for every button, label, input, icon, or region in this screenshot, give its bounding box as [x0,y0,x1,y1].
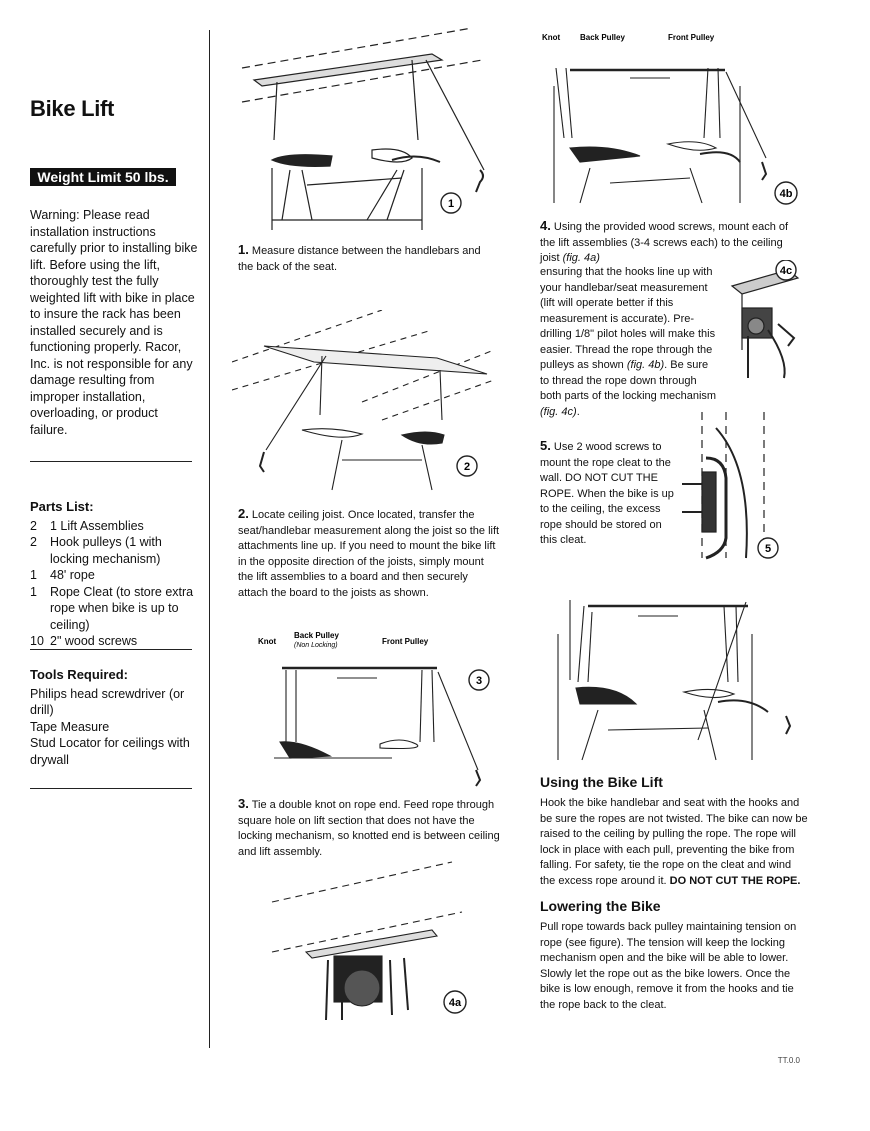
step-text: Tie a double knot on rope end. Feed rope through square hole on lift section that does not have the locking mechanism, so knotted end is between ceiling and lift assembly. [238,799,500,858]
qty: 1 [30,584,37,599]
step-end: . [576,405,580,418]
step-text: Using the provided wood screws, mount each of the lift assemblies (3-4 screws each) to the ceiling joist [540,221,789,264]
front-pulley-label: Front Pulley [668,33,715,42]
figure-ref: (fig. 4a) [562,252,600,264]
figure-2-board [232,310,494,495]
figure-2-label: 2 [463,461,471,473]
list-item: Stud Locator for ceilings with drywall [30,736,190,767]
column-divider [209,30,210,1048]
using-emphasis: DO NOT CUT THE ROPE. [669,874,801,887]
step-4-body [540,265,720,420]
figure-1-label: 1 [447,198,455,210]
back-pulley-label: Back Pulley [580,33,625,42]
figure-4a-label: 4a [448,997,462,1009]
list-item [30,518,200,535]
figure-3-rope [252,630,497,792]
figure-5-label: 5 [764,543,772,555]
non-locking-label: (Non Locking) [294,642,338,649]
divider [30,461,192,462]
step-number: 5. [540,438,551,453]
using-text [540,796,808,889]
divider [30,649,192,650]
front-pulley-label: Front Pulley [382,637,429,646]
weight-limit-banner: Weight Limit 50 lbs. [30,168,176,186]
figure-4b-threading [540,28,802,208]
knot-label: Knot [542,33,561,42]
step-2 [238,506,500,601]
list-item: Philips head screwdriver (or drill) [30,686,185,717]
part-text: 2" wood screws [50,634,138,648]
step-3 [238,796,500,860]
parts-heading: Parts List: [30,499,94,514]
figure-4a-mount [262,860,477,1030]
knot-label: Knot [258,637,277,646]
back-pulley-label: Back Pulley [294,631,339,640]
step-number: 2. [238,506,249,521]
step-text: . Be sure to thread the rope down through both parts of the locking mechanism [540,359,717,402]
qty: 10 [30,634,44,648]
figure-ref: (fig. 4b) [626,359,665,371]
qty: 2 [30,518,37,533]
step-5 [540,438,676,549]
figure-lowering [548,590,798,765]
part-text: 1 Lift Assemblies [50,518,144,533]
step-1 [238,242,496,275]
page-footer-code: TT.0.0 [777,1056,800,1065]
step-text: Locate ceiling joist. Once located, transfer the seat/handlebar measurement along the joist so the lift attachments line up. If you need to mount the bike lift in the opposite direction of the joists, simply mount the lift assemblies to a board and then securely attach the board to the joists as shown. [238,509,500,599]
parts-list [30,499,200,650]
divider [30,788,192,789]
using-body: Hook the bike handlebar and seat with the hooks and be sure the ropes are not twisted. The bike can now be raised to the ceiling by pulling the rope. The rope will lock in place with each pull, preventing the bike from falling. For safety, tie the rope on the cleat and wind the excess rope around it. [540,797,808,887]
step-text: Use 2 wood screws to mount the rope cleat to the wall. DO NOT CUT THE ROPE. When the bike is up to the ceiling, the excess rope should be stored on this cleat. [540,441,674,546]
list-item [30,567,200,584]
list-item [30,633,200,650]
qty: 1 [30,568,37,582]
part-text: Rope Cleat (to store extra rope when bike is up to ceiling) [50,584,194,632]
part-text: 48' rope [50,568,95,582]
qty: 2 [30,535,37,549]
lowering-text: Pull rope towards back pulley maintaining tension on rope (see figure). The tension will keep the locking mechanism open and the bike will be able to lower. Slowly let the rope out as the bike lowers. Once the bike is low enough, remove it from the hooks and tie the rope back to the cleat. [540,921,797,1011]
tools-list [30,667,198,768]
figure-4c-label: 4c [779,265,793,277]
figure-1-measure [232,20,492,240]
figure-4b-label: 4b [779,188,793,200]
step-number: 4. [540,218,551,233]
step-text: Measure distance between the handlebars and the back of the seat. [238,245,481,273]
figure-5-cleat [676,408,794,568]
list-item [30,584,200,634]
part-text: Hook pulleys (1 with locking mechanism) [50,535,162,566]
step-number: 3. [238,796,249,811]
figure-ref: (fig. 4c) [540,405,577,418]
warning-text: Warning: Please read installation instructions carefully prior to installing bike lift. Before using the lift, thoroughly test the fully weighted lift with bike in place to insure the rack has been installed securely and is functioning properly. Racor, Inc. is not responsible for any damage resulting from improper installation, overloading, or product failure. [30,208,198,437]
page-title: Bike Lift [30,96,115,121]
figure-3-label: 3 [475,675,483,687]
step-text: ensuring that the hooks line up with your handlebar/seat measurement (lift will operate better if this measurement is accurate). Pre-drilling 1/8" pilot holes will make this easier. Thread the rope through the pulleys as shown [540,266,716,371]
list-item [30,534,200,567]
lowering-heading: Lowering the Bike [540,898,661,914]
tools-heading: Tools Required: [30,667,128,682]
using-heading: Using the Bike Lift [540,774,663,790]
list-item: Tape Measure [30,719,110,734]
figure-4c-lock [728,260,804,382]
step-number: 1. [238,242,249,257]
